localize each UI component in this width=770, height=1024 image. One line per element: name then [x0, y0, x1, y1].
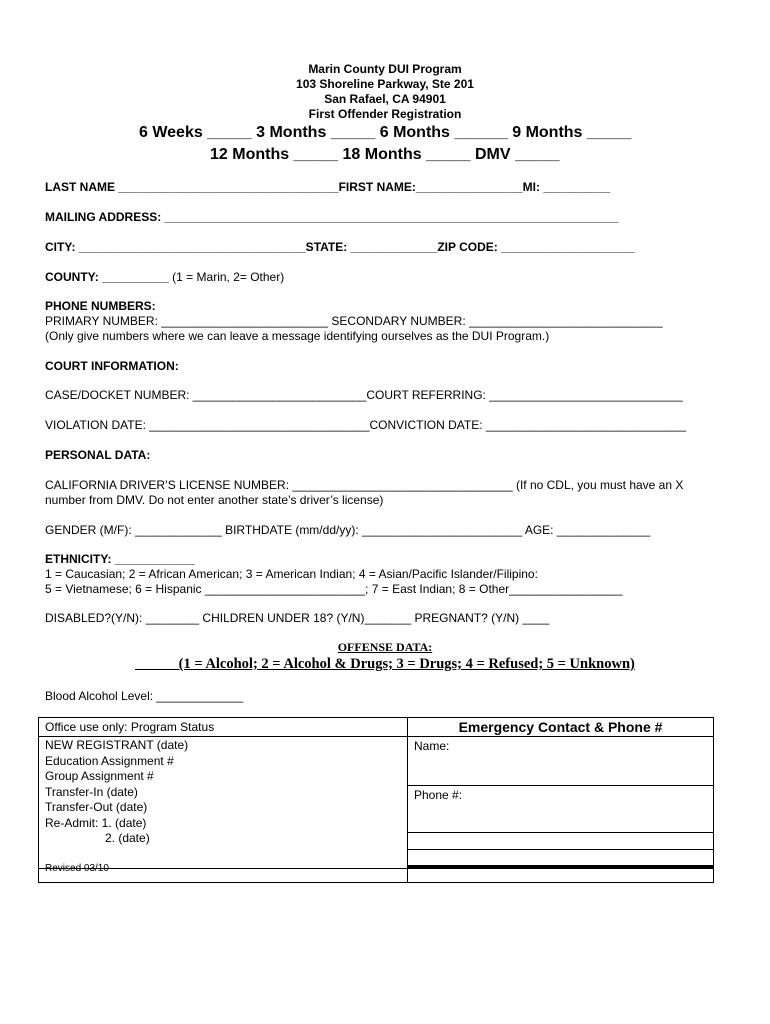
revised-date: Revised 03/10	[45, 863, 109, 874]
program-length-row1: 6 Weeks _____ 3 Months _____ 6 Months ______ 9 Months _____	[139, 124, 632, 141]
personal-heading: PERSONAL DATA:	[45, 448, 151, 462]
offense-heading: OFFENSE DATA:	[337, 640, 433, 654]
office-status-list	[39, 737, 408, 869]
emergency-blank-row	[408, 850, 714, 866]
license-note: number from DMV. Do not enter another state’s driver’s license)	[45, 493, 384, 507]
form-title: First Offender Registration	[308, 107, 462, 121]
emergency-contact-heading: Emergency Contact & Phone #	[408, 718, 714, 737]
office-item-education: Education Assignment #	[45, 753, 174, 768]
office-use-table	[38, 717, 714, 883]
county-hint: (1 = Marin, 2= Other)	[168, 270, 285, 284]
emergency-name-cell	[408, 737, 714, 786]
office-item-readmit-1: Re-Admit: 1. (date)	[45, 815, 147, 830]
violation-conviction-field: VIOLATION DATE: _________________________________CONVICTION DATE: ______________________________	[45, 418, 687, 432]
office-status-heading: Office use only: Program Status	[39, 718, 408, 737]
ethnicity-heading: ETHNICITY: ____________	[45, 552, 195, 566]
county-label: COUNTY: __________	[45, 270, 169, 284]
name-field-line: LAST NAME _________________________________FIRST NAME:________________MI: __________	[45, 180, 611, 194]
phone-note: (Only give numbers where we can leave a message identifying ourselves as the DUI Program.)	[45, 329, 550, 343]
case-docket-field: CASE/DOCKET NUMBER: __________________________COURT REFERRING: _____________________________	[45, 388, 683, 402]
office-item-transfer-in: Transfer-In (date)	[45, 784, 138, 799]
org-name: Marin County DUI Program	[308, 62, 462, 76]
emergency-name-label: Name:	[414, 739, 450, 753]
offense-options: ______(1 = Alcohol; 2 = Alcohol & Drugs; 3 = Drugs; 4 = Refused; 5 = Unknown)	[135, 656, 635, 672]
emergency-blank-row	[408, 869, 714, 883]
ethnicity-options-1: 1 = Caucasian; 2 = African American; 3 = American Indian; 4 = Asian/Pacific Islander/Filipino:	[45, 567, 538, 581]
gender-birthdate-age-field: GENDER (M/F): _____________ BIRTHDATE (mm/dd/yy): ________________________ AGE: ______________	[45, 523, 651, 537]
office-item-group: Group Assignment #	[45, 769, 154, 783]
org-address-line2: San Rafael, CA 94901	[324, 92, 446, 106]
program-length-row2: 12 Months _____ 18 Months _____ DMV _____	[210, 146, 560, 163]
city-state-zip-field: CITY: __________________________________STATE: _____________ZIP CODE: ____________________	[45, 240, 635, 254]
emergency-phone-cell	[408, 786, 714, 833]
ethnicity-options-2: 5 = Vietnamese; 6 = Hispanic ________________________; 7 = East Indian; 8 = Other_________________	[45, 582, 623, 596]
office-item-transfer-out: Transfer-Out (date)	[45, 800, 148, 814]
court-heading: COURT INFORMATION:	[45, 359, 179, 373]
phone-heading: PHONE NUMBERS:	[45, 299, 156, 313]
county-field	[45, 270, 284, 284]
license-field: CALIFORNIA DRIVER’S LICENSE NUMBER: _________________________________ (If no CDL, you must have an X	[45, 478, 684, 492]
mailing-address-field: MAILING ADDRESS: ____________________________________________________________________	[45, 210, 619, 224]
emergency-blank-row	[408, 833, 714, 850]
emergency-phone-label: Phone #:	[414, 788, 463, 802]
office-item-new-registrant: NEW REGISTRANT (date)	[45, 738, 189, 752]
blood-alcohol-field: Blood Alcohol Level: _____________	[45, 689, 244, 703]
disabled-children-pregnant-field: DISABLED?(Y/N): ________ CHILDREN UNDER 18? (Y/N)_______ PREGNANT? (Y/N) ____	[45, 611, 550, 625]
phone-number-fields: PRIMARY NUMBER: _________________________ SECONDARY NUMBER: _____________________________	[45, 314, 663, 328]
office-item-readmit-2: 2. (date)	[105, 831, 150, 845]
org-address-line1: 103 Shoreline Parkway, Ste 201	[296, 77, 474, 91]
